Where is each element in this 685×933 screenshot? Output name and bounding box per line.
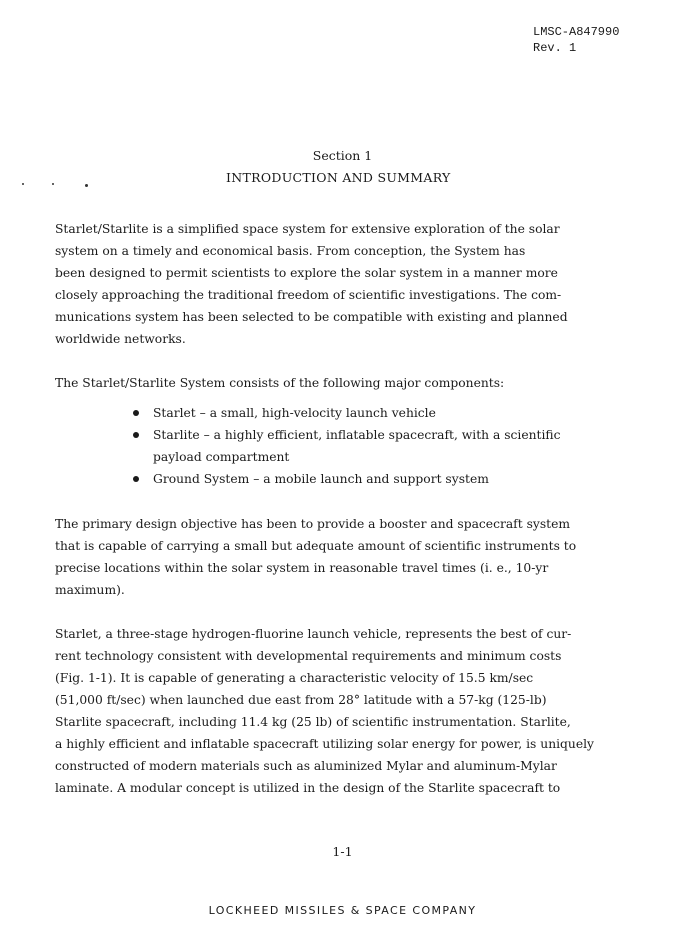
text-line: The primary design objective has been to provide a booster and spacecraft system <box>55 517 571 531</box>
scan-speck <box>85 184 88 187</box>
paragraph-starlet <box>55 623 640 799</box>
text-line: system on a timely and economical basis. From conception, the System has <box>55 244 526 258</box>
paragraph-design-objective <box>55 513 615 601</box>
text-line: a highly efficient and inflatable spacecraft utilizing solar energy for power, is uniquely <box>55 737 594 751</box>
company-footer: LOCKHEED MISSILES & SPACE COMPANY <box>208 904 477 917</box>
list-item-text: Starlet – a small, high-velocity launch vehicle <box>153 406 436 420</box>
list-item <box>133 468 561 490</box>
text-line: that is capable of carrying a small but adequate amount of scientific instruments to <box>55 539 577 553</box>
text-line: laminate. A modular concept is utilized in the design of the Starlite spacecraft to <box>55 781 561 795</box>
bullet-icon <box>133 432 139 438</box>
text-line: maximum). <box>55 583 125 597</box>
bullet-icon <box>133 476 139 482</box>
paragraph-intro <box>55 218 615 350</box>
text-line: Starlite spacecraft, including 11.4 kg (25 lb) of scientific instrumentation. Starlite, <box>55 715 571 729</box>
text-line: closely approaching the traditional freedom of scientific investigations. The com- <box>55 288 562 302</box>
text-line: Starlet, a three-stage hydrogen-fluorine launch vehicle, represents the best of cur- <box>55 627 572 641</box>
doc-number: LMSC-A847990 <box>533 25 620 39</box>
revision: Rev. 1 <box>533 41 577 55</box>
paragraph-components-intro <box>55 372 615 394</box>
list-item-text: Starlite – a highly efficient, inflatable spacecraft, with a scientific <box>153 428 561 442</box>
scan-speck <box>52 183 54 185</box>
text-line: The Starlet/Starlite System consists of the following major components: <box>55 376 505 390</box>
list-item-text: payload compartment <box>153 450 290 464</box>
section-title: INTRODUCTION AND SUMMARY <box>226 170 451 185</box>
text-line: Starlet/Starlite is a simplified space system for extensive exploration of the solar <box>55 222 560 236</box>
bullet-icon <box>133 410 139 416</box>
document-id <box>533 24 619 56</box>
text-line: constructed of modern materials such as aluminized Mylar and aluminum-Mylar <box>55 759 557 773</box>
text-line: been designed to permit scientists to explore the solar system in a manner more <box>55 266 558 280</box>
text-line: rent technology consistent with developmental requirements and minimum costs <box>55 649 562 663</box>
text-line: (Fig. 1-1). It is capable of generating a characteristic velocity of 15.5 km/sec <box>55 671 534 685</box>
text-line: precise locations within the solar system in reasonable travel times (i. e., 10-yr <box>55 561 549 575</box>
text-line: munications system has been selected to be compatible with existing and planned <box>55 310 568 324</box>
text-line: worldwide networks. <box>55 332 186 346</box>
section-number: Section 1 <box>312 148 373 163</box>
scan-speck <box>22 183 24 185</box>
components-list <box>133 402 561 490</box>
list-item <box>133 402 561 424</box>
page-number: 1-1 <box>332 844 353 859</box>
list-item <box>133 424 561 468</box>
text-line: (51,000 ft/sec) when launched due east from 28° latitude with a 57-kg (125-lb) <box>55 693 547 707</box>
list-item-text: Ground System – a mobile launch and support system <box>153 472 489 486</box>
